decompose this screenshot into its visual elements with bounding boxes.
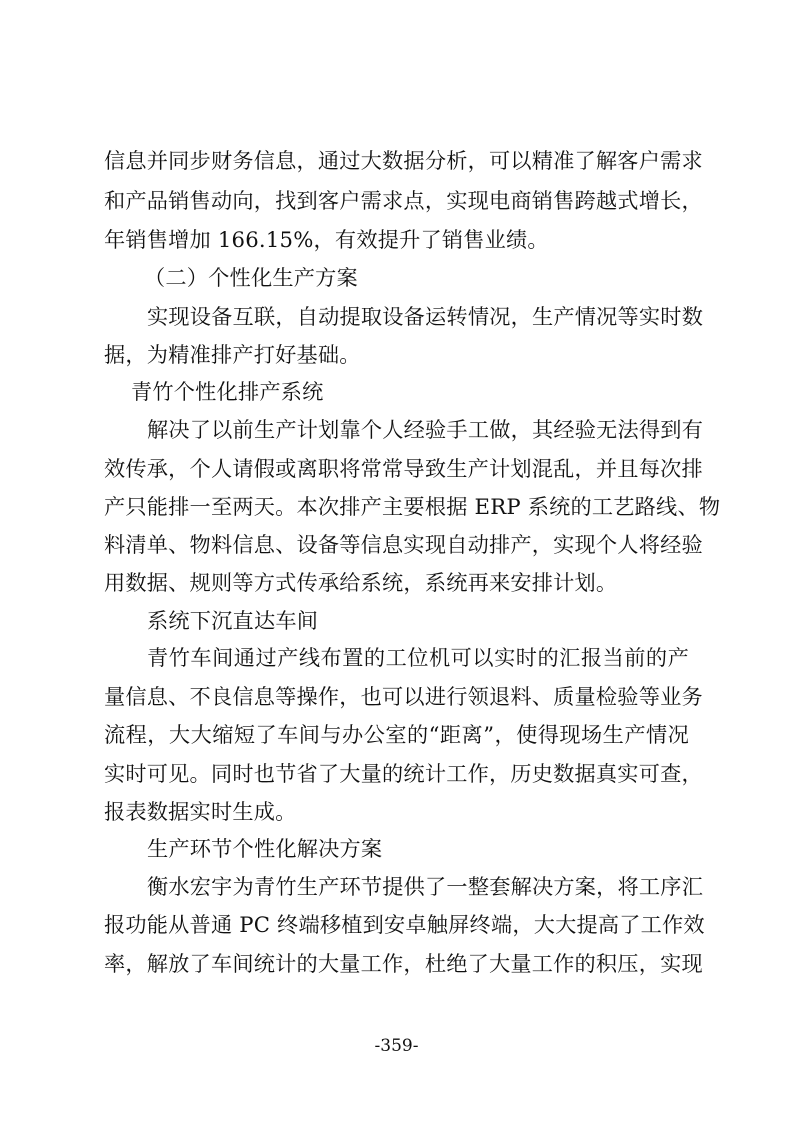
body-text-line: 实时可见。同时也节省了大量的统计工作，历史数据真实可查， <box>104 761 703 786</box>
body-text-line: 报表数据实时生成。 <box>104 799 297 824</box>
body-text-line: 和产品销售动向，找到客户需求点，实现电商销售跨越式增长， <box>104 188 703 213</box>
body-text-line: 年销售增加 166.15%，有效提升了销售业绩。 <box>104 227 549 252</box>
body-text-line: 料清单、物料信息、设备等信息实现自动排产，实现个人将经验 <box>104 532 703 557</box>
body-text-line: 信息并同步财务信息，通过大数据分析，可以精准了解客户需求 <box>104 148 703 173</box>
body-text-line: 流程，大大缩短了车间与办公室的“距离”，使得现场生产情况 <box>104 722 689 747</box>
body-text-line: 产只能排一至两天。本次排产主要根据 ERP 系统的工艺路线、物 <box>104 494 721 519</box>
subsection-heading: 生产环节个性化解决方案 <box>147 836 383 861</box>
body-text-line: 量信息、不良信息等操作，也可以进行领退料、质量检验等业务 <box>104 684 703 709</box>
section-heading: （二）个性化生产方案 <box>144 265 358 290</box>
body-text-line: 据，为精准排产打好基础。 <box>104 342 361 367</box>
body-text-line: 效传承，个人请假或离职将常常导致生产计划混乱，并且每次排 <box>104 456 703 481</box>
body-text-line: 率，解放了车间统计的大量工作，杜绝了大量工作的积压，实现 <box>104 951 703 976</box>
body-text-line: 报功能从普通 PC 终端移植到安卓触屏终端，大大提高了工作效 <box>104 912 705 937</box>
subsection-heading: 系统下沉直达车间 <box>147 608 319 633</box>
page-number: -359- <box>374 1036 419 1056</box>
body-text-line: 解决了以前生产计划靠个人经验手工做，其经验无法得到有 <box>147 417 704 442</box>
body-text-line: 衡水宏宇为青竹生产环节提供了一整套解决方案，将工序汇 <box>147 874 704 899</box>
body-text-line: 用数据、规则等方式传承给系统，系统再来安排计划。 <box>104 570 618 595</box>
subsection-heading: 青竹个性化排产系统 <box>131 379 324 404</box>
body-text-line: 青竹车间通过产线布置的工位机可以实时的汇报当前的产 <box>147 645 689 670</box>
body-text-line: 实现设备互联，自动提取设备运转情况，生产情况等实时数 <box>147 304 704 329</box>
